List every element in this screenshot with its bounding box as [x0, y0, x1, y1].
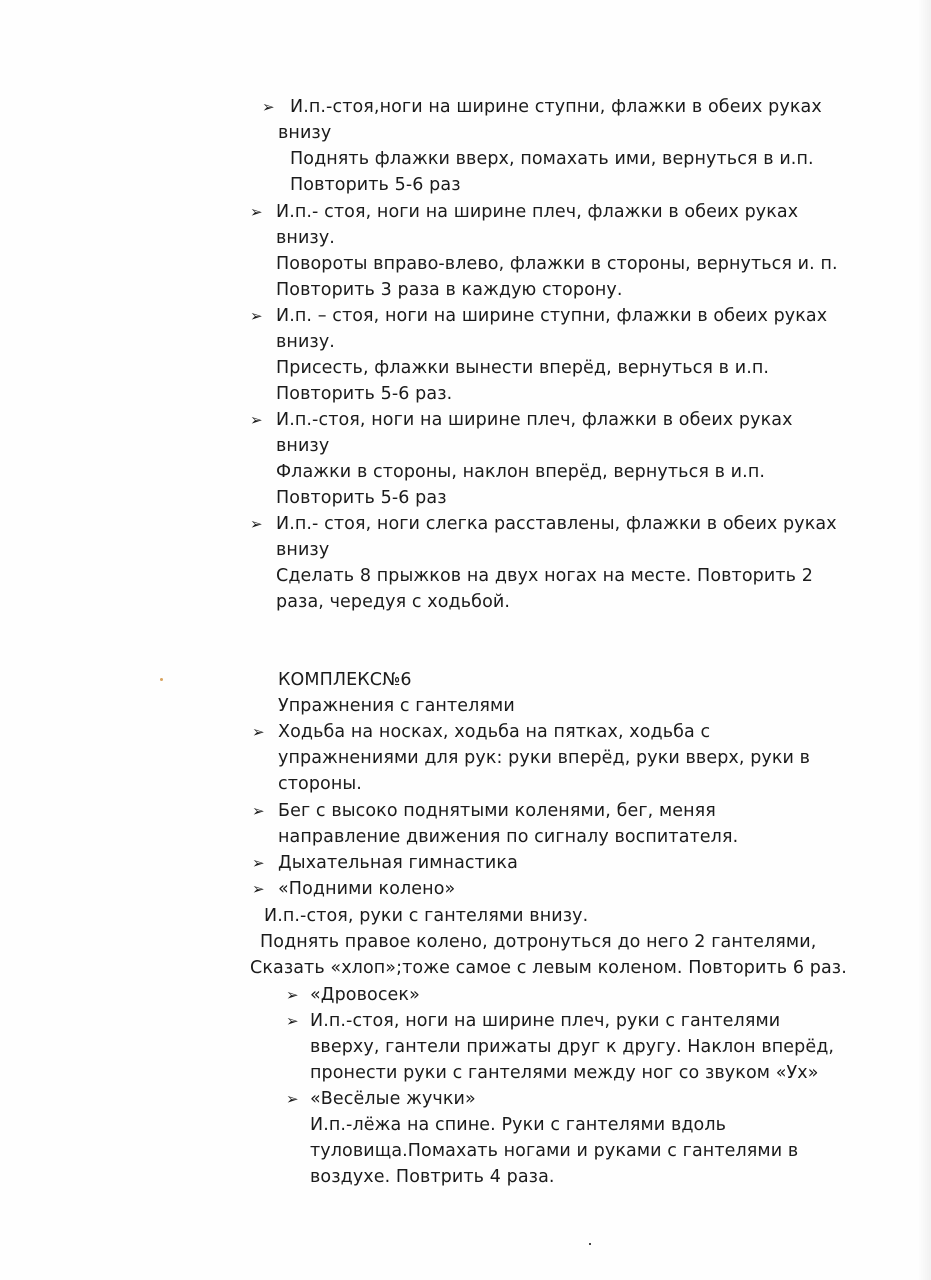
text-line: Поднять флажки вверх, помахать ими, вернуться в и.п. [290, 149, 814, 169]
scan-speck [160, 678, 163, 681]
text-line: И.п.-стоя,ноги на ширине ступни, флажки в обеих руках [290, 97, 822, 117]
text-line: Повторить 5-6 раз. [276, 384, 453, 404]
text-line: И.п.- стоя, ноги слегка расставлены, флажки в обеих руках [276, 514, 837, 534]
text-line: Повторить 5-6 раз [276, 488, 447, 508]
text-line: внизу [276, 436, 330, 456]
text-line: Присесть, флажки вынести вперёд, вернуться в и.п. [276, 358, 770, 378]
text-line: Бег с высоко поднятыми коленями, бег, меняя [278, 801, 716, 821]
text-line: «Дровосек» [310, 985, 420, 1005]
text-line: Повороты вправо-влево, флажки в стороны, вернуться и. п. [276, 254, 838, 274]
text-line: воздухе. Повтрить 4 раза. [310, 1167, 555, 1187]
bullet-arrow-icon: ➢ [252, 723, 265, 741]
text-line: Повторить 3 раза в каждую сторону. [276, 280, 623, 300]
section-subtitle: Упражнения с гантелями [278, 696, 515, 716]
bullet-arrow-icon: ➢ [250, 411, 263, 429]
bullet-arrow-icon: ➢ [262, 98, 275, 116]
bullet-arrow-icon: ➢ [250, 203, 263, 221]
bullet-arrow-icon: ➢ [250, 515, 263, 533]
text-line: стороны. [278, 774, 362, 794]
text-line: Сказать «хлоп»;тоже самое с левым коленом. Повторить 6 раз. [250, 958, 847, 978]
bullet-arrow-icon: ➢ [250, 307, 263, 325]
text-line: направление движения по сигналу воспитателя. [278, 827, 739, 847]
bullet-arrow-icon: ➢ [252, 802, 265, 820]
text-line: И.п.-стоя, ноги на ширине плеч, флажки в обеих руках [276, 410, 793, 430]
scan-edge-shadow [917, 0, 931, 1280]
text-line: внизу [276, 540, 330, 560]
text-line: раза, чередуя с ходьбой. [276, 592, 511, 612]
bullet-arrow-icon: ➢ [286, 986, 299, 1004]
text-line: Ходьба на носках, ходьба на пятках, ходьба с [278, 722, 711, 742]
text-line: И.п.-лёжа на спине. Руки с гантелями вдоль [310, 1115, 727, 1135]
text-line: И.п. – стоя, ноги на ширине ступни, флажки в обеих руках [276, 306, 828, 326]
bullet-arrow-icon: ➢ [286, 1090, 299, 1108]
text-line: Дыхательная гимнастика [278, 853, 518, 873]
text-line: Сделать 8 прыжков на двух ногах на месте. Повторить 2 [276, 566, 813, 586]
text-line: Повторить 5-6 раз [290, 175, 461, 195]
text-line: туловища.Помахать ногами и руками с гантелями в [310, 1141, 799, 1161]
bullet-arrow-icon: ➢ [252, 854, 265, 872]
text-line: пронести руки с гантелями между ног со звуком «Ух» [310, 1063, 819, 1083]
text-line: И.п.-стоя, руки с гантелями внизу. [264, 906, 589, 926]
text-line: внизу [278, 123, 332, 143]
section-title: КОМПЛЕКС№6 [278, 670, 412, 690]
text-line: Флажки в стороны, наклон вперёд, вернуться в и.п. [276, 462, 766, 482]
text-line: вверху, гантели прижаты друг к другу. Наклон вперёд, [310, 1037, 835, 1057]
text-line: внизу. [276, 228, 335, 248]
text-line: «Весёлые жучки» [310, 1089, 476, 1109]
bullet-arrow-icon: ➢ [286, 1012, 299, 1030]
text-line: Поднять правое колено, дотронуться до него 2 гантелями, [260, 932, 817, 952]
scan-dot [589, 1243, 591, 1245]
text-line: И.п.-стоя, ноги на ширине плеч, руки с гантелями [310, 1011, 781, 1031]
text-line: «Подними колено» [278, 879, 456, 899]
text-line: И.п.- стоя, ноги на ширине плеч, флажки в обеих руках [276, 202, 799, 222]
bullet-arrow-icon: ➢ [252, 880, 265, 898]
text-line: внизу. [276, 332, 335, 352]
text-line: упражнениями для рук: руки вперёд, руки вверх, руки в [278, 748, 811, 768]
